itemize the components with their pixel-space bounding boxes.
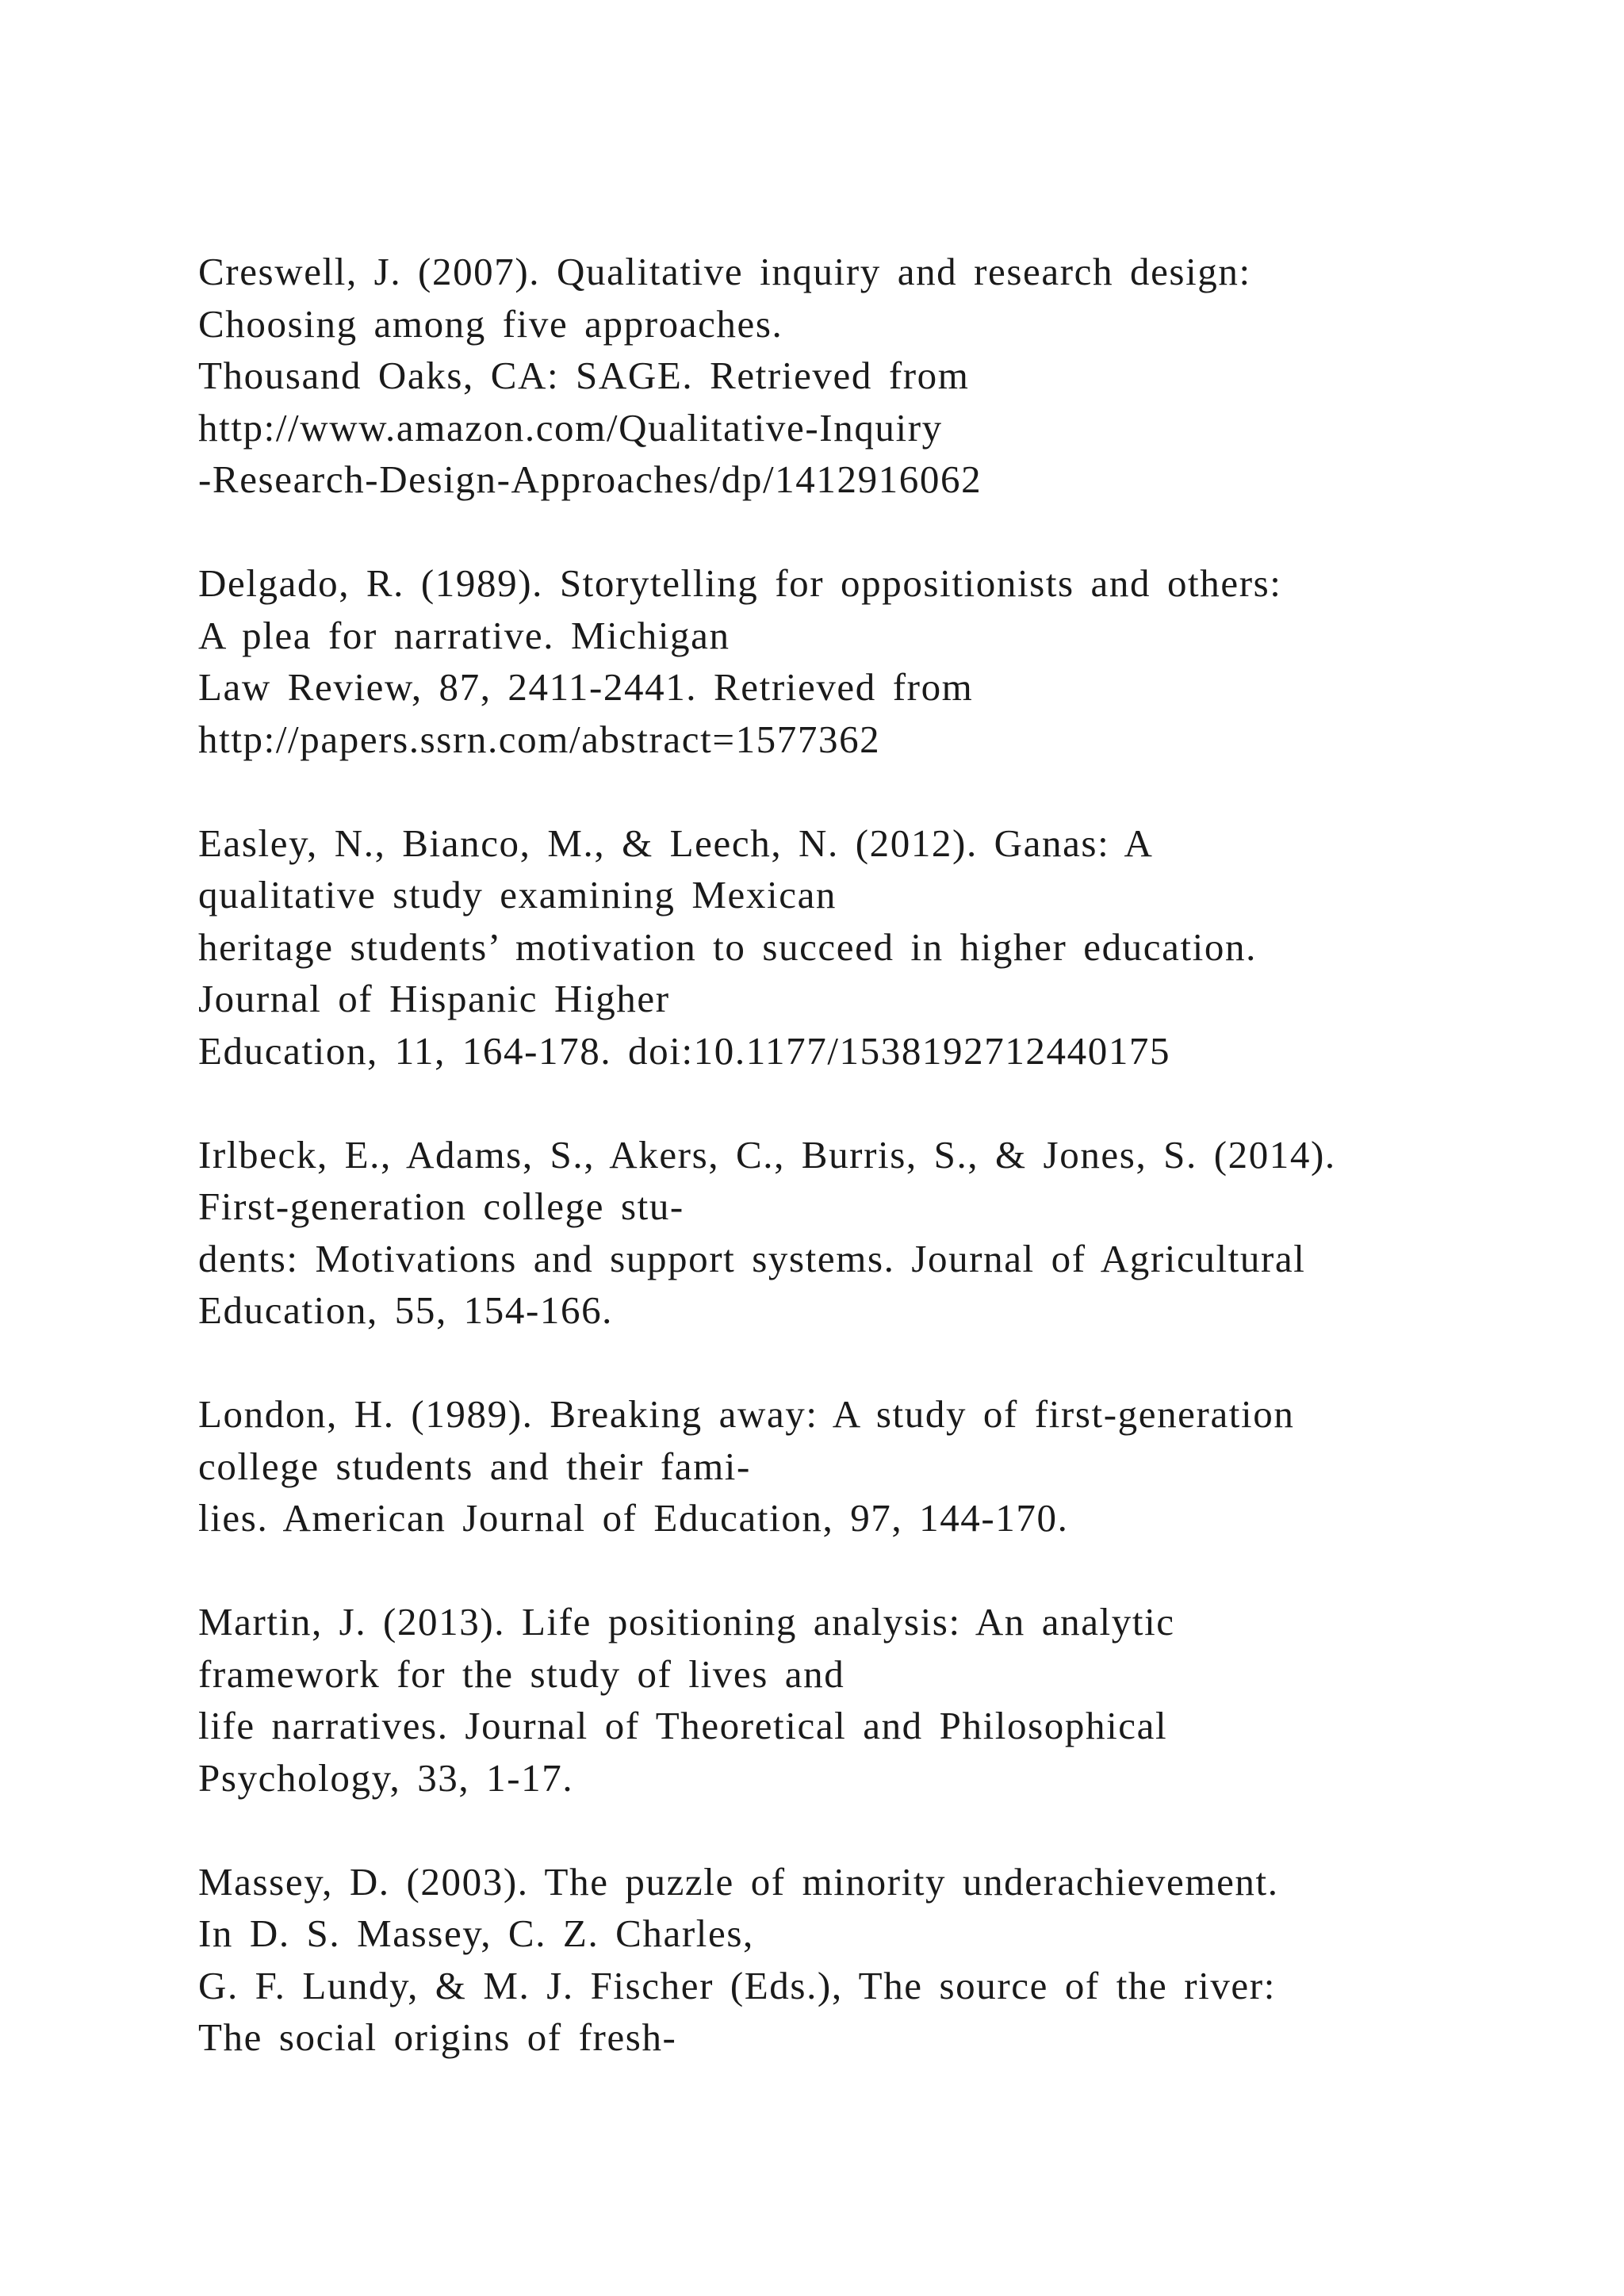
reference-line: G. F. Lundy, & M. J. Fischer (Eds.), The source of the river: (198, 1963, 1276, 2007)
reference-line: life narratives. Journal of Theoretical and Philosophical (198, 1704, 1168, 1747)
reference-list (198, 246, 1546, 2115)
reference-line: Irlbeck, E., Adams, S., Akers, C., Burris, S., & Jones, S. (2014). (198, 1132, 1336, 1177)
reference-line: college students and their fami- (198, 1444, 751, 1488)
reference-entry-creswell (198, 246, 1546, 506)
reference-entry-delgado (198, 557, 1546, 765)
reference-line: Law Review, 87, 2411-2441. Retrieved from (198, 665, 974, 709)
reference-url: http://www.amazon.com/Qualitative-Inquiry (198, 405, 943, 450)
reference-line: Easley, N., Bianco, M., & Leech, N. (2012). Ganas: A (198, 821, 1154, 865)
reference-url: -Research-Design-Approaches/dp/1412916062 (198, 457, 982, 501)
reference-entry-easley (198, 817, 1546, 1077)
reference-line: qualitative study examining Mexican (198, 873, 837, 916)
reference-entry-massey (198, 1856, 1546, 2064)
reference-line: Education, 55, 154-166. (198, 1288, 614, 1332)
reference-line: Psychology, 33, 1-17. (198, 1755, 574, 1800)
reference-entry-irlbeck (198, 1129, 1546, 1337)
reference-line: Martin, J. (2013). Life positioning analysis: An analytic (198, 1600, 1175, 1644)
reference-line: Journal of Hispanic Higher (198, 977, 670, 1020)
reference-line: In D. S. Massey, C. Z. Charles, (198, 1911, 754, 1955)
reference-line: Massey, D. (2003). The puzzle of minority underachievement. (198, 1859, 1279, 1904)
reference-entry-martin (198, 1596, 1546, 1804)
reference-line: Thousand Oaks, CA: SAGE. Retrieved from (198, 354, 970, 397)
reference-line: First-generation college stu- (198, 1184, 684, 1228)
reference-line: dents: Motivations and support systems. Journal of Agricultural (198, 1236, 1306, 1280)
reference-url: http://papers.ssrn.com/abstract=1577362 (198, 717, 881, 761)
reference-line: lies. American Journal of Education, 97, 144-170. (198, 1496, 1069, 1540)
reference-line: Choosing among five approaches. (198, 301, 783, 346)
reference-line: Delgado, R. (1989). Storytelling for oppositionists and others: (198, 561, 1282, 605)
reference-line: Creswell, J. (2007). Qualitative inquiry and research design: (198, 250, 1251, 293)
reference-line: heritage students’ motivation to succeed in higher education. (198, 924, 1257, 969)
reference-line: London, H. (1989). Breaking away: A study of first-generation (198, 1392, 1295, 1436)
reference-entry-london (198, 1388, 1546, 1544)
reference-line: The social origins of fresh- (198, 2015, 677, 2059)
reference-line: A plea for narrative. Michigan (198, 613, 730, 657)
reference-line: Education, 11, 164-178. doi:10.1177/1538192712440175 (198, 1028, 1171, 1073)
reference-line: framework for the study of lives and (198, 1651, 845, 1696)
